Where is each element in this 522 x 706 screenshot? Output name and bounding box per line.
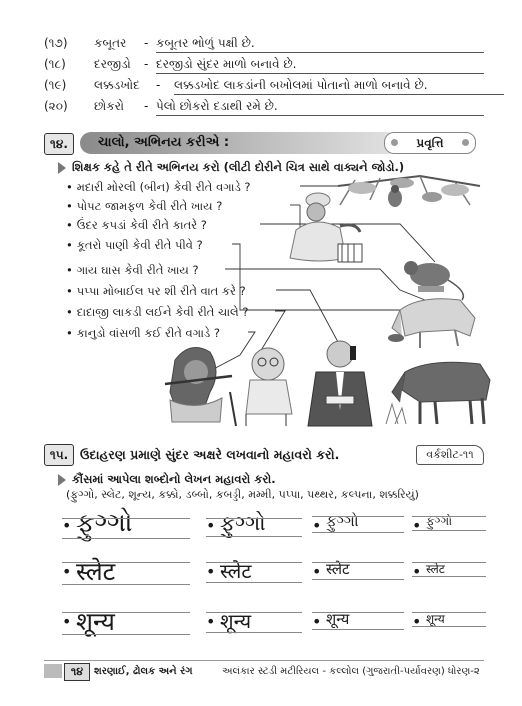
guide-line (312, 629, 404, 630)
guide-line (206, 518, 302, 519)
bullet-icon: • (206, 612, 216, 631)
practice-word: शून्य (326, 610, 350, 628)
sentence-word: છોકરો (94, 99, 124, 113)
guide-line (206, 562, 302, 563)
practice-word: शून्य (220, 609, 252, 633)
practice-cell (412, 604, 486, 638)
guide-line (412, 612, 486, 613)
section-number: ૧૪. (44, 133, 74, 155)
footer-book: અલંકાર સ્ટડી મટીરિયલ - કલ્લોલ (ગુજરાતી-પર્યાવરણ) ધોરણ-૨ (222, 666, 480, 677)
sentence-number: (૧૭) (44, 36, 68, 50)
activity-tag-label: પ્રવૃત્તિ (416, 136, 444, 150)
snake-charmer-icon (290, 193, 362, 262)
grandfather-stick-icon (230, 348, 292, 426)
footer-accent (44, 664, 62, 678)
practice-word: स्लेट (426, 562, 445, 576)
practice-cell (206, 604, 302, 638)
sentence-dash: - (144, 99, 149, 113)
activity-question: • મદારી મોરલી (બીન) કેવી રીતે વગાડે ? (66, 180, 251, 195)
guide-line (206, 612, 302, 613)
guide-line (312, 562, 404, 563)
guide-line (206, 582, 302, 583)
bullet-icon: • (412, 562, 422, 581)
guide-line (206, 536, 302, 537)
bullet-icon: • (62, 562, 72, 581)
guide-line (412, 516, 486, 517)
activity-question: • કૂતરો પાણી કેવી રીતે પીવે ? (66, 238, 203, 253)
guide-line (62, 634, 190, 635)
activity-question: • કાનુડો વાંસળી કઈ રીતે વગાડે ? (66, 326, 220, 341)
guide-line (412, 562, 486, 563)
section-number: ૧૫. (44, 444, 74, 466)
guide-line (312, 612, 404, 613)
guide-line (312, 516, 404, 517)
sentence-dash: - (156, 78, 161, 92)
activity-question: • પપ્પા મોબાઈલ પર શી રીતે વાત કરે ? (66, 284, 246, 299)
footer-chapter: શરણાઈ, ઢોલક અને રંગ (94, 666, 193, 677)
practice-word: स्लेट (220, 559, 252, 583)
guide-line (312, 532, 404, 533)
sentence-word: કબૂતર (94, 36, 127, 50)
bullet-icon: • (312, 516, 322, 535)
rat-icon (404, 261, 463, 300)
practice-cell (62, 554, 190, 588)
sentence-number: (૧૮) (44, 57, 66, 71)
guide-line (62, 584, 190, 585)
sentence-dash: - (144, 57, 149, 71)
bullet-icon: • (412, 612, 422, 631)
bullet-icon: • (206, 562, 216, 581)
practice-cell (312, 604, 404, 638)
bullet-icon: • (206, 516, 216, 535)
sentence-dash: - (144, 36, 149, 50)
guide-line (62, 538, 190, 539)
activity-question: • ઉંદર કપડાં કેવી રીતે કાતરે ? (66, 218, 207, 233)
guide-line (412, 530, 486, 531)
practice-word: ફુગ્ગો (426, 514, 453, 528)
sentence-number: (૨૦) (44, 99, 68, 113)
triangle-bullet-icon (58, 474, 66, 486)
practice-cell (412, 554, 486, 588)
bullet-icon: • (312, 612, 322, 631)
section-title: ઉદાહરણ પ્રમાણે સુંદર અક્ષરે લખવાનો મહાવરો કરો. (80, 447, 340, 462)
practice-word: स्लेट (326, 560, 350, 578)
sentence-answer: લક્કડખોદ લાકડાંની બખોલમાં પોતાનો માળો બનાવે છે. (174, 78, 504, 95)
activity-question: • ગાય ઘાસ કેવી રીતે ખાય ? (66, 263, 199, 278)
bullet-icon: • (312, 562, 322, 581)
practice-word: ફુગ્ગો (76, 508, 133, 538)
practice-word: स्लेट (76, 557, 116, 586)
guide-line (412, 626, 486, 627)
guide-line (412, 576, 486, 577)
practice-cell (62, 604, 190, 638)
sentence-word: લક્કડખોદ (94, 78, 140, 92)
sentence-answer: કબૂતર ભોળું પક્ષી છે. (156, 36, 484, 53)
practice-word: ફુગ્ગો (326, 512, 359, 530)
dog-icon (388, 299, 475, 348)
practice-instruction: કૌંસમાં આપેલા શબ્દોનો લેખન મહાવરો કરો. (72, 472, 276, 486)
guide-line (62, 562, 190, 563)
section-title: ચાલો, અભિનય કરીએ : (80, 132, 398, 154)
practice-cell (412, 508, 486, 542)
activity-instruction: શિક્ષક કહે તે રીતે અભિનય કરો (લીટી દોરીને ચિત્ર સાથે વાક્યને જોડો.) (72, 160, 405, 174)
activity-question: • પોપટ જામફળ કેવી રીતે ખાય ? (66, 199, 222, 214)
guide-line (312, 579, 404, 580)
sentence-answer: દરજીડો સુંદર માળો બનાવે છે. (156, 57, 484, 74)
krishna-flute-icon (165, 348, 232, 423)
cow-icon (386, 362, 490, 424)
practice-cell (62, 508, 190, 542)
parrot-tree-icon (338, 176, 480, 207)
practice-word: शून्य (76, 607, 115, 636)
practice-word: शून्य (426, 612, 445, 626)
worksheet-tag: વર્કશીટ-૧૧ (416, 445, 484, 465)
practice-cell (312, 508, 404, 542)
sentence-number: (૧૯) (44, 78, 67, 92)
bullet-icon: • (62, 612, 72, 631)
footer-divider (44, 660, 484, 661)
father-phone-icon (308, 341, 372, 426)
guide-line (206, 632, 302, 633)
practice-word-list: (ફુગ્ગો, સ્લેટ, શૂન્ય, કક્કો, ડબ્બો, કબડ્ડી, મમ્મી, પપ્પા, પથ્થર, કલ્પના, શક્કરિયું) (66, 488, 419, 501)
bullet-icon: • (62, 516, 72, 535)
bullet-icon: • (412, 516, 422, 535)
practice-cell (312, 554, 404, 588)
sentence-word: દરજીડો (94, 57, 131, 71)
guide-line (62, 518, 190, 519)
practice-cell (206, 508, 302, 542)
page-number: ૧૪ (64, 663, 90, 681)
activity-question: • દાદાજી લાકડી લઈને કેવી રીતે ચાલે ? (66, 305, 248, 320)
practice-cell (206, 554, 302, 588)
sentence-answer: પેલો છોકરો દડાથી રમે છે. (156, 99, 484, 116)
guide-line (62, 612, 190, 613)
practice-word: ફુગ્ગો (220, 511, 266, 535)
